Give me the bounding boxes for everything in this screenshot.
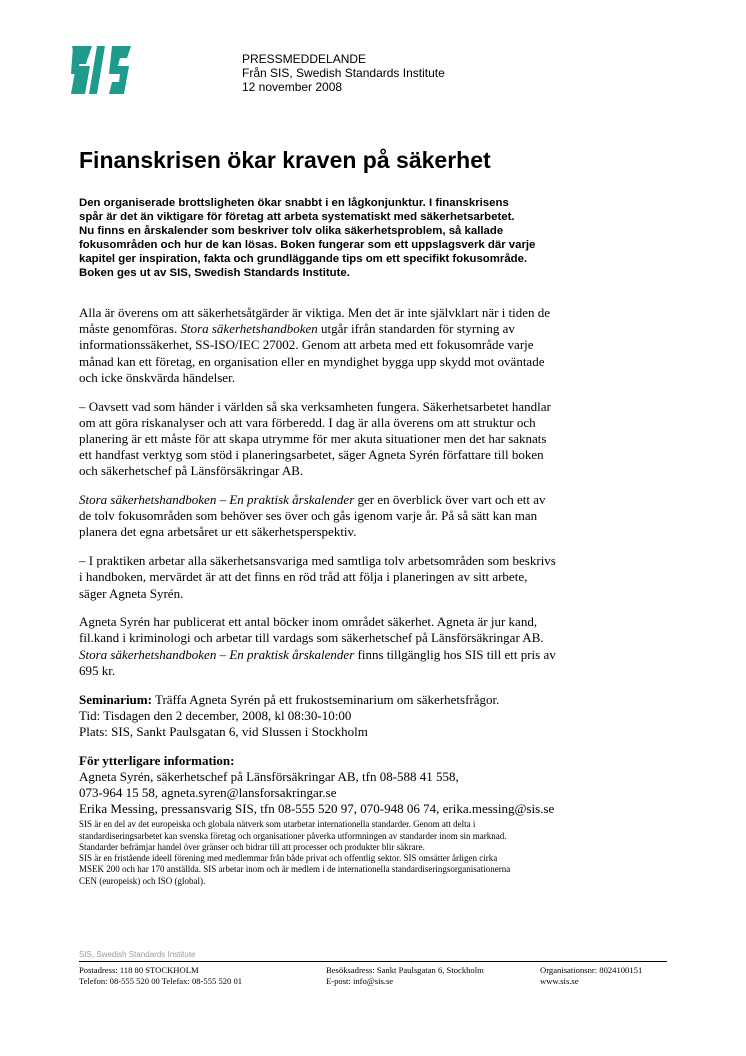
about-line: MSEK 200 och har 170 anställda. SIS arbetar inom och är medlem i de internationella standardiseringsorganisationerna xyxy=(79,864,511,875)
book-title: Stora säkerhetshandboken xyxy=(180,321,318,337)
sis-logo xyxy=(71,44,143,96)
contact-info xyxy=(79,753,659,818)
footer-visit-address: Besöksadress: Sankt Paulsgatan 6, Stockholm xyxy=(326,965,484,975)
text-line: i handboken, mervärdet är att det finns en röd tråd att följa i planeringen av sitt arbete, xyxy=(79,569,528,585)
footer-postal xyxy=(79,965,242,987)
text-line: planera det egna arbetsåret ur ett säkerhetsperspektiv. xyxy=(79,524,357,540)
about-line: SIS är en fristående ideell förening med medlemmar från både privat och offentlig sektor. SIS omsätter årligen cirka xyxy=(79,853,498,864)
text-line: måste genomföras. Stora säkerhetshandboken utgår ifrån standarden för styrning av xyxy=(79,321,515,337)
footer-divider xyxy=(79,961,667,962)
seminar-time: Tid: Tisdagen den 2 december, 2008, kl 08:30-10:00 xyxy=(79,707,352,723)
press-type: PRESSMEDDELANDE xyxy=(242,52,367,66)
text-line: säger Agneta Syrén. xyxy=(79,585,184,601)
text-line: och icke önskvärda händelser. xyxy=(79,369,235,385)
paragraph-5 xyxy=(79,614,659,679)
seminar-place: Plats: SIS, Sankt Paulsgatan 6, vid Slussen i Stockholm xyxy=(79,723,368,739)
paragraph-1 xyxy=(79,305,659,386)
text-line: Seminarium: Träffa Agneta Syrén på ett frukostseminarium om säkerhetsfrågor. xyxy=(79,691,500,707)
footer-orgnr: Organisationsnr: 8024100151 xyxy=(540,965,643,975)
paragraph-2 xyxy=(79,399,659,480)
lead-line: Den organiserade brottsligheten ökar snabbt i en lågkonjunktur. I finanskrisens xyxy=(79,197,509,209)
about-line: SIS är en del av det europeiska och globala nätverk som utarbetar internationella standarder. Genom att delta i xyxy=(79,819,476,830)
text-line: planering är ett måste för att skapa utrymme för mer akuta situationer men det har saknats xyxy=(79,430,547,446)
text-line: och säkerhetschef på Länsförsäkringar AB. xyxy=(79,463,304,479)
contact-line: Erika Messing, pressansvarig SIS, tfn 08-555 520 97, 070-948 06 74, erika.messing@sis.se xyxy=(79,801,555,817)
footer-org xyxy=(540,965,642,987)
lead-line: kapitel ger inspiration, fakta och grundläggande tips om ett specifikt fokusområde. xyxy=(79,253,528,265)
paragraph-3 xyxy=(79,492,659,541)
footer-website: www.sis.se xyxy=(540,976,579,986)
press-date: 12 november 2008 xyxy=(242,80,343,94)
text-line: om att göra riskanalyser och att vara förberedd. I dag är alla överens om att struktur och xyxy=(79,414,536,430)
text-line: informationssäkerhet, SS-ISO/IEC 27002. Genom att arbeta med ett fokusområde varje xyxy=(79,337,534,353)
text-line: – Oavsett vad som händer i världen så ska verksamheten fungera. Säkerhetsarbetet handlar xyxy=(79,398,551,414)
text-line: Alla är överens om att säkerhetsåtgärder är viktiga. Men det är inte självklart när i tiden de xyxy=(79,305,551,320)
book-title: Stora säkerhetshandboken – En praktisk årskalender xyxy=(79,646,355,662)
contact-line: Agneta Syrén, säkerhetschef på Länsförsäkringar AB, tfn 08-588 41 558, xyxy=(79,768,459,784)
text-line: de tolv fokusområden som behöver ses över och gås igenom varje år. På så sätt kan man xyxy=(79,508,538,524)
contact-line: 073-964 15 58, agneta.syren@lansforsakringar.se xyxy=(79,785,337,801)
press-header xyxy=(242,52,445,94)
lead-line: Boken ges ut av SIS, Swedish Standards Institute. xyxy=(79,267,350,279)
text-line: Stora säkerhetshandboken – En praktisk årskalender finns tillgänglig hos SIS till ett pris av xyxy=(79,646,556,662)
about-sis xyxy=(79,819,659,886)
text-line: fil.kand i kriminologi och arbetar till vardags som säkerhetschef på Länsförsäkringar AB. xyxy=(79,630,544,646)
footer-visit xyxy=(326,965,484,987)
lead-line: fokusområden och hur de kan lösas. Boken fungerar som ett uppslagsverk där varje xyxy=(79,239,536,251)
lead-paragraph xyxy=(79,196,671,280)
seminar-info xyxy=(79,692,659,741)
footer-phone: Telefon: 08-555 520 00 Telefax: 08-555 520 01 xyxy=(79,976,243,986)
footer-org-name: SIS, Swedish Standards Institute xyxy=(79,950,196,959)
about-line: CEN (europeisk) och ISO (global). xyxy=(79,875,206,886)
footer-email: E-post: info@sis.se xyxy=(326,976,394,986)
text-line: – I praktiken arbetar alla säkerhetsansvariga med samtliga tolv arbetsområden som beskrivs xyxy=(79,553,556,569)
paragraph-4 xyxy=(79,553,659,602)
text-line: Stora säkerhetshandboken – En praktisk årskalender ger en överblick över vart och ett av xyxy=(79,492,546,508)
book-title: Stora säkerhetshandboken – En praktisk årskalender xyxy=(79,492,355,508)
article-body xyxy=(79,305,659,887)
about-line: Standarder befrämjar handel över gränser och bidrar till att processer och produkter blir säkrare. xyxy=(79,841,425,852)
contact-heading: För ytterligare information: xyxy=(79,752,235,768)
seminar-label: Seminarium: xyxy=(79,691,152,707)
lead-line: spår är det än viktigare för företag att arbeta systematiskt med säkerhetsarbetet. xyxy=(79,211,515,223)
text-line: 695 kr. xyxy=(79,662,116,678)
press-from: Från SIS, Swedish Standards Institute xyxy=(242,66,445,80)
text-line: Agneta Syrén har publicerat ett antal böcker inom området säkerhet. Agneta är jur kand, xyxy=(79,614,538,630)
page-title: Finanskrisen ökar kraven på säkerhet xyxy=(79,147,491,173)
text-line: månad kan ett företag, en organisation eller en myndighet bygga upp skydd mot oväntade xyxy=(79,353,545,369)
text-line: ett handfast verktyg som stöd i planeringsarbetet, säger Agneta Syrén författare till boken xyxy=(79,447,544,463)
lead-line: Nu finns en årskalender som beskriver tolv olika säkerhetsproblem, så kallade xyxy=(79,225,504,237)
about-line: standardiseringsarbetet kan svenska företag och organisationer påverka utformningen av standarder inom sin marknad. xyxy=(79,830,507,841)
footer-postal-address: Postadress: 118 80 STOCKHOLM xyxy=(79,965,199,975)
